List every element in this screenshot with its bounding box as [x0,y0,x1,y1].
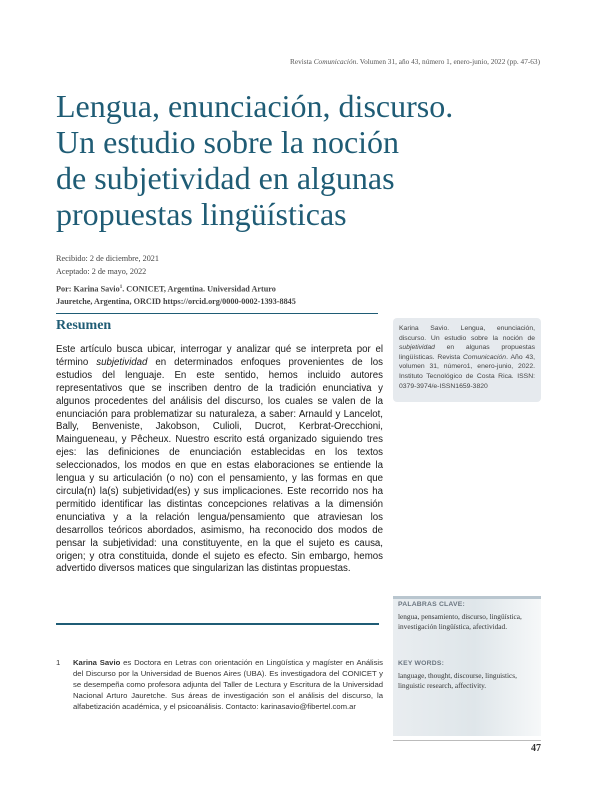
title-line: propuestas lingüísticas [56,196,347,232]
received-date: Recibido: 2 de diciembre, 2021 [56,254,159,263]
palabras-clave-text: lengua, pensamiento, discurso, lingüística, investigación lingüística, afectividad. [398,612,522,631]
title-line: Lengua, enunciación, discurso. [56,88,454,124]
key-words-text: language, thought, discourse, linguistics, linguistic research, affectivity. [398,671,517,690]
accepted-date: Aceptado: 2 de mayo, 2022 [56,266,147,276]
author-footnote: 1 Karina Savio es Doctora en Letras con orientación en Lingüística y magíster en Análisis del Discurso por la Universidad de Buenos Aires (UBA). Es investigadora del CONICET y se desempeña como profesora adjunta del Taller de Lectura y Escritura de la Universidad Nacional Arturo Jauretche. Sus áreas de investigación son el análisis del discurso, la alfabetización académica, y el psicoanálisis. Contacto: karinasavio@fibertel.com.ar [56,658,383,712]
abstract-text: Este artículo busca ubicar, interrogar y analizar qué se interpreta por el término subjetividad en determinados enfoques provenientes de los estudios del lenguaje. En este sentido, hemos incluido autores representativos que se inscriben dentro de la tradición enunciativa y algunos procedentes del análisis del discurso, los cuales se valen de la enunciación para problematizar su naturaleza, a saber: Arnauld y Lancelot, Bally, Benveniste, Jakobson, Culioli, Ducrot, Kerbrat-Orecchioni, Maingueneau, y Pêcheux. Nuestro escrito está organizado siguiendo tres ejes: las definiciones de enunciación establecidas en los textos seleccionados, los modos en que en estas elaboraciones se entiende la lengua y su articulación (o no) con el pensamiento, y las formas en que circula(n) la(s) subjetividad(es) y sus implicaciones. Este recorrido nos ha permitido identificar las distintas concepciones relativas a la dimensión enunciativa y a la relación lengua/pensamiento que atraviesan los desarrollos teóricos abordados, asimismo, ha reconocido dos modos de pensar la subjetividad: una constituyente, en la que el sujeto es causa, origen; y otra constituida, donde el sujeto es efecto. Sin embargo, hemos advertido diversos matices que singularizan las distintas propuestas. [56,344,383,575]
running-header: Revista Comunicación. Volumen 31, año 43, número 1, enero-junio, 2022 (pp. 47-63) [289,57,540,66]
footer-divider [393,740,541,741]
author-affiliation: Por: Karina Savio$^1$. CONICET, Argentina. Universidad Arturo Jauretche, Argentina, ORCID https://orcid.org/0000-0002-1393-8845 [56,282,356,309]
journal-name: Comunicación [313,57,357,66]
section-divider [56,313,378,314]
author-footnote-mark: 1 [119,285,123,290]
keywords-panel-strip [393,596,541,599]
key-words-label: KEY WORDS: [398,660,445,667]
footnote-author-name: Karina Savio [73,658,121,667]
abstract-heading: Resumen [56,318,112,333]
author-orcid: Jauretche, Argentina, ORCID https://orcid.org/0000-0002-1393-8845 [56,297,296,307]
footnote-number: 1 [56,658,61,667]
article-title [56,88,516,232]
title-line: Un estudio sobre la noción [56,124,400,160]
citation-box: Karina Savio. Lengua, enunciación, discurso. Un estudio sobre la noción de subjetividad en algunas propuestas lingüísticas. Revista Comunicación. Año 43, volumen 31, número1, enero-junio, 2022. Instituto Tecnológico de Costa Rica. ISSN: 0379-3974/e-ISSN1659-3820 [393,318,541,402]
page-number: 47 [531,743,541,754]
section-divider [56,623,379,625]
submission-dates [56,253,159,278]
title-line: de subjetividad en algunas [56,160,395,196]
palabras-clave-label: PALABRAS CLAVE: [398,601,465,608]
